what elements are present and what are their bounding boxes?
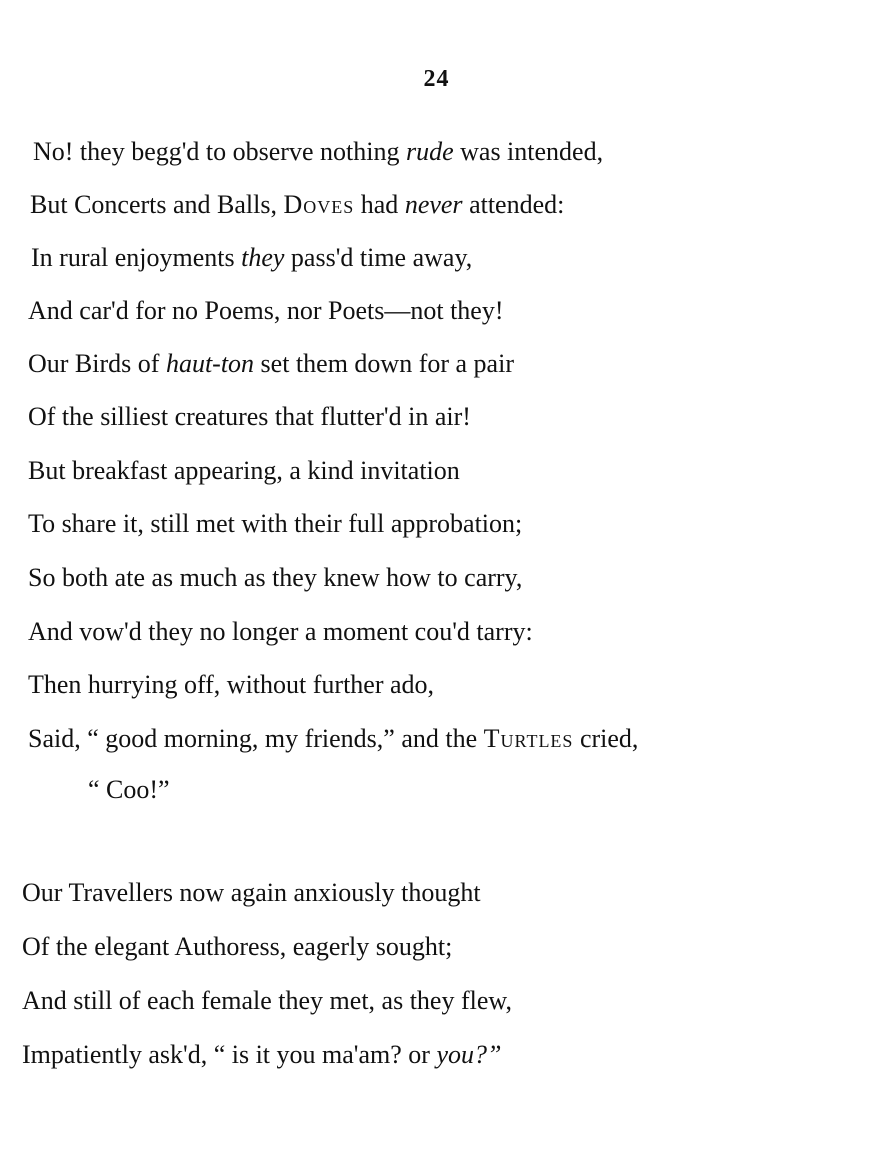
poem-line-8: To share it, still met with their full approbation; (28, 509, 523, 538)
poem-line-2: But Concerts and Balls, Doves had never attended: (30, 190, 565, 219)
poem-line-9: So both ate as much as they knew how to carry, (28, 563, 523, 592)
poem-line-6: Of the silliest creatures that flutter'd in air! (28, 402, 471, 431)
poem-line-10: And vow'd they no longer a moment cou'd tarry: (28, 617, 533, 646)
poem-line-5: Our Birds of haut-ton set them down for a pair (28, 349, 514, 378)
poem-stanza2-line-1: Our Travellers now again anxiously thought (22, 878, 481, 907)
page-number: 24 (423, 66, 450, 92)
poem-line-1: No! they begg'd to observe nothing rude was intended, (33, 137, 604, 166)
poem-line-11: Then hurrying off, without further ado, (28, 670, 435, 699)
poem-stanza2-line-2: Of the elegant Authoress, eagerly sought; (22, 932, 453, 961)
poem-stanza2-line-4: Impatiently ask'd, “ is it you ma'am? or you?” (22, 1040, 502, 1069)
poem-line-12: Said, “ good morning, my friends,” and the Turtles cried, (28, 724, 639, 753)
poem-line-4: And car'd for no Poems, nor Poets—not they! (28, 296, 504, 325)
poem-line-3: In rural enjoyments they pass'd time away, (31, 243, 473, 272)
poem-line-7: But breakfast appearing, a kind invitation (28, 456, 460, 485)
poem-line-13: “ Coo!” (88, 775, 170, 804)
poem-stanza2-line-3: And still of each female they met, as they flew, (22, 986, 512, 1015)
